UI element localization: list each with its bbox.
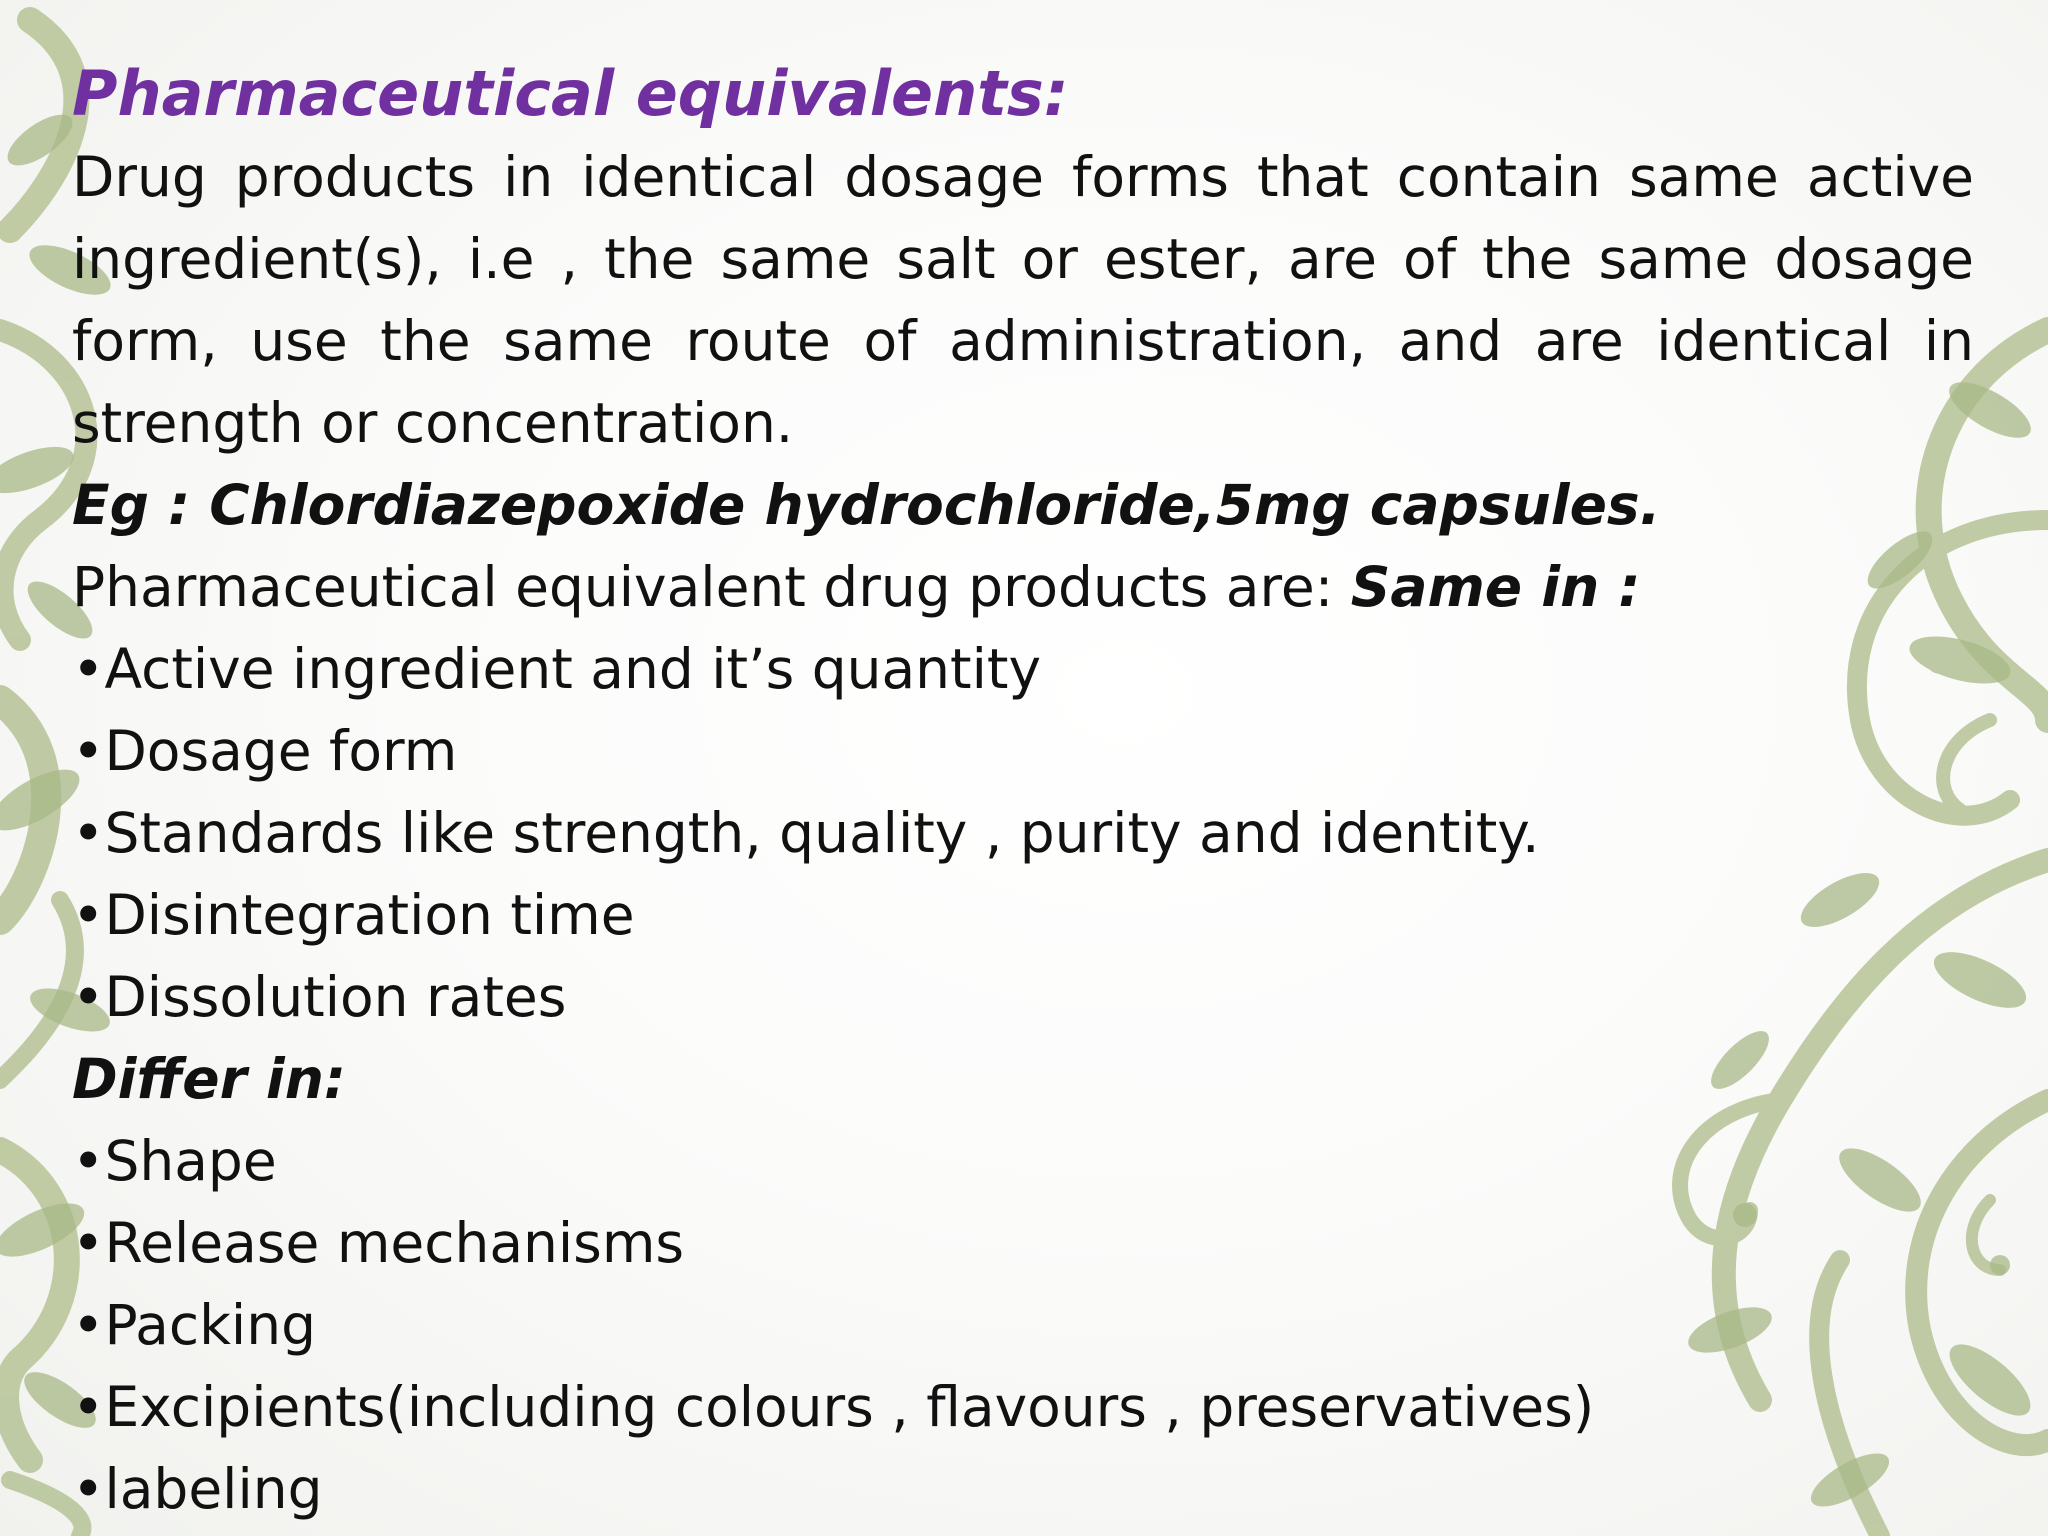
same-in-list (72, 628, 1974, 1038)
list-item: •Standards like strength, quality , purity and identity. (72, 801, 1540, 865)
slide-content (72, 52, 1974, 1530)
list-item: •Dissolution rates (72, 965, 567, 1029)
same-in-intro-text: Pharmaceutical equivalent drug products are: (72, 555, 1351, 619)
list-item: •Shape (72, 1129, 277, 1193)
list-item: •Excipients(including colours , flavours , preservatives) (72, 1375, 1595, 1439)
list-item: •Packing (72, 1293, 316, 1357)
example-line: Eg : Chlordiazepoxide hydrochloride,5mg capsules. (72, 473, 1661, 537)
list-item: •Release mechanisms (72, 1211, 685, 1275)
list-item: •labeling (72, 1457, 323, 1521)
slide-title: Pharmaceutical equivalents: (72, 57, 1069, 130)
differ-in-label: Differ in: (72, 1047, 346, 1111)
list-item: •Active ingredient and it’s quantity (72, 637, 1041, 701)
same-in-label: Same in : (1350, 555, 1641, 619)
differ-in-list (72, 1120, 1974, 1530)
list-item: •Disintegration time (72, 883, 635, 947)
list-item: •Dosage form (72, 719, 458, 783)
definition-paragraph: Drug products in identical dosage forms that contain same active ingredient(s), i.e , the same salt or ester, are of the same dosage form, use the same route of administration, and are identical in strength or concentration. (72, 145, 1974, 455)
same-in-intro-line (72, 546, 1974, 628)
